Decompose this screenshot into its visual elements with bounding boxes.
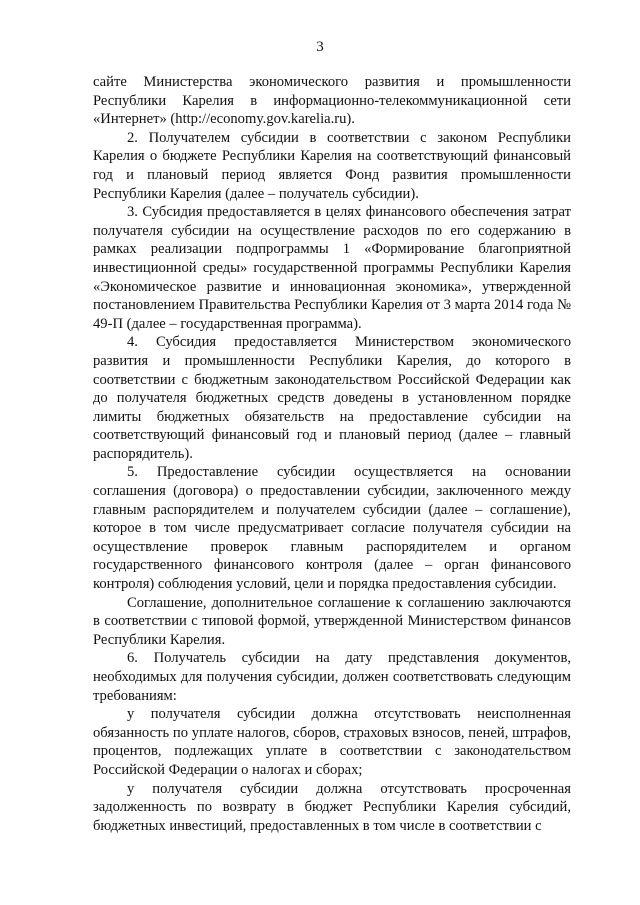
paragraph-2: 2. Получателем субсидии в соответствии с законом Республики Карелия о бюджете Республики Карелия на соответствующий финансовый год и плановый период является Фонд развития промышленности Республики Карелия (далее – получатель субсидии). bbox=[93, 129, 571, 202]
page-number: 3 bbox=[316, 39, 324, 55]
paragraph-4: 4. Субсидия предоставляется Министерством экономического развития и промышленности Республики Карелия, до которого в соответствии с бюджетным законодательством Российской Федерации как до получателя бюджетных средств доведены в установленном порядке лимиты бюджетных обязательств на предоставление субсидии на соответствующий финансовый год и плановый период (далее – главный распорядитель). bbox=[93, 334, 571, 462]
paragraph-1: сайте Министерства экономического развития и промышленности Республики Карелия в информационно-телекоммуникационной сети «Интернет» (http://economy.gov.karelia.ru). bbox=[93, 74, 571, 128]
paragraph-5: 5. Предоставление субсидии осуществляется на основании соглашения (договора) о предоставлении субсидии, заключенного между главным распорядителем и получателем субсидии (далее – соглашение), которое в том числе предусматривает согласие получателя субсидии на осуществление проверок главным распорядителем и органом государственного финансового контроля (далее – орган финансового контроля) соблюдения условий, цели и порядка предоставления субсидии. bbox=[93, 464, 571, 593]
paragraph-9: у получателя субсидии должна отсутствовать просроченная задолженность по возврату в бюджет Республики Карелия субсидий, бюджетных инвестиций, предоставленных в том числе в соответствии с bbox=[93, 780, 571, 834]
paragraph-8: у получателя субсидии должна отсутствовать неисполненная обязанность по уплате налогов, сборов, страховых взносов, пеней, штрафов, процентов, подлежащих уплате в соответствии с законодательством Российской Федерации о налогах и сборах; bbox=[93, 706, 571, 778]
paragraph-6: Соглашение, дополнительное соглашение к соглашению заключаются в соответствии с типовой формой, утвержденной Министерством финансов Республики Карелия. bbox=[93, 594, 571, 648]
paragraph-3: 3. Субсидия предоставляется в целях финансового обеспечения затрат получателя субсидии на осуществление расходов по его содержанию в рамках реализации подпрограммы 1 «Формирование благоприятной инвестиционной среды» государственной программы Республики Карелия «Экономическое развитие и инновационная экономика», утвержденной постановлением Правительства Республики Карелия от 3 марта 2014 года № 49-П (далее – государственная программа). bbox=[93, 204, 571, 332]
paragraph-7: 6. Получатель субсидии на дату представления документов, необходимых для получения субсидии, должен соответствовать следующим требованиям: bbox=[93, 650, 571, 704]
document-body bbox=[93, 73, 571, 835]
